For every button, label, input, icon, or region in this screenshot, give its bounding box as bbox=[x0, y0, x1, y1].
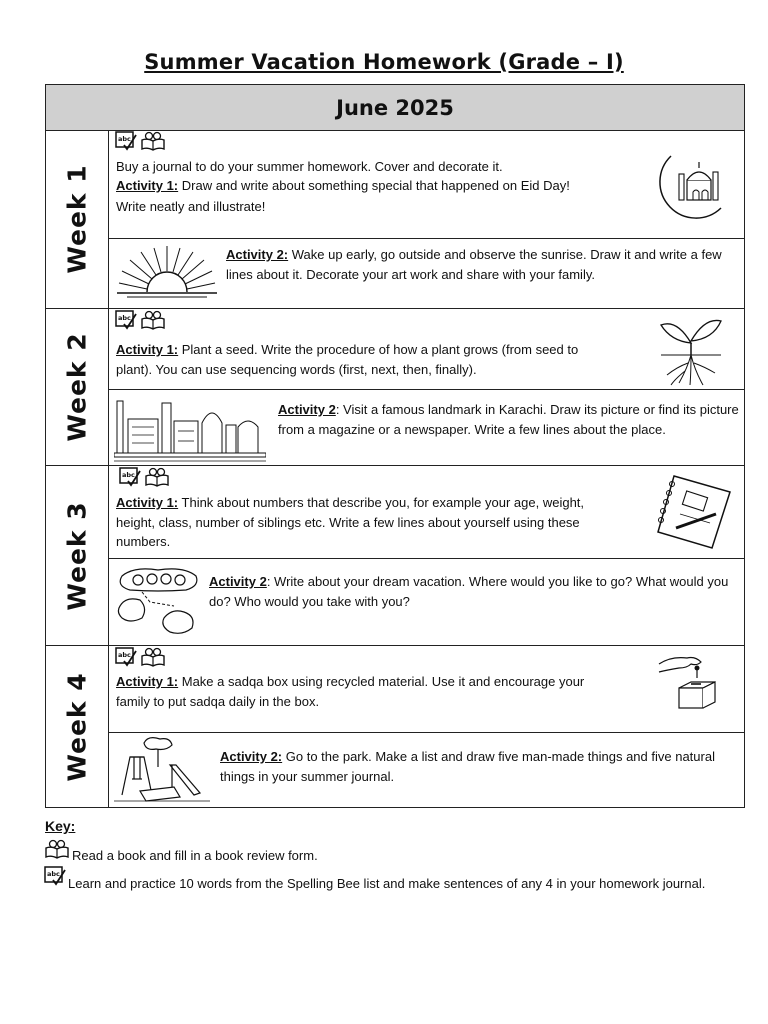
week-2-label: Week 2 bbox=[46, 309, 109, 465]
week-2-row bbox=[46, 309, 744, 466]
week-4-label: Week 4 bbox=[46, 646, 109, 807]
homework-table bbox=[45, 84, 745, 808]
key-spelling-text: Learn and practice 10 words from the Spelling Bee list and make sentences of any 4 in your homework journal. bbox=[68, 876, 706, 891]
week-1-icons bbox=[115, 131, 166, 151]
week-1-row bbox=[46, 130, 744, 309]
week-1-activity-2-text: Activity 2: Wake up early, go outside and observe the sunrise. Draw it and write a few lines about it. Decorate your art work and share with your family. bbox=[226, 247, 722, 282]
week-1-intro: Buy a journal to do your summer homework. Cover and decorate it. bbox=[116, 159, 503, 174]
notebook-icon bbox=[654, 470, 734, 552]
book-reading-icon bbox=[44, 839, 70, 859]
week-4-icons bbox=[115, 647, 166, 667]
key-book-text: Read a book and fill in a book review form. bbox=[72, 848, 318, 863]
key-heading: Key: bbox=[45, 818, 76, 834]
week-2-activity-2 bbox=[109, 389, 744, 465]
spelling-abc-icon bbox=[115, 647, 137, 667]
book-reading-icon bbox=[140, 131, 166, 151]
month-header: June 2025 bbox=[46, 85, 744, 131]
week-4-row bbox=[46, 646, 744, 807]
spelling-abc-icon bbox=[115, 310, 137, 330]
spelling-abc-icon bbox=[44, 866, 66, 886]
moon-mosque-icon bbox=[649, 150, 729, 228]
week-3-icons bbox=[119, 467, 170, 487]
week-4-activity-1-text: Activity 1: Make a sadqa box using recycled material. Use it and encourage your family to put sadqa daily in the box. bbox=[116, 674, 585, 709]
page-title: Summer Vacation Homework (Grade – I) bbox=[144, 50, 624, 74]
book-reading-icon bbox=[140, 647, 166, 667]
vacation-map-icon bbox=[114, 562, 202, 638]
week-4-activity-1 bbox=[109, 646, 744, 733]
week-4-activity-2-text: Activity 2: Go to the park. Make a list and draw five man-made things and five natural things in your summer journal. bbox=[220, 749, 715, 784]
week-3-activity-2 bbox=[109, 558, 744, 645]
karachi-skyline-icon bbox=[114, 391, 266, 463]
week-3-activity-1 bbox=[109, 466, 744, 559]
week-2-icons bbox=[115, 310, 166, 330]
sunrise-icon bbox=[117, 244, 217, 299]
week-1-activity-1-text: Activity 1: Draw and write about something special that happened on Eid Day! bbox=[116, 178, 570, 193]
park-playground-icon bbox=[114, 735, 210, 805]
book-reading-icon bbox=[144, 467, 170, 487]
spelling-abc-icon bbox=[115, 131, 137, 151]
week-2-activity-2-text: Activity 2: Visit a famous landmark in Karachi. Draw its picture or find its picture from a magazine or a newspaper. Write a few lines about the place. bbox=[278, 402, 739, 437]
week-1-label: Week 1 bbox=[46, 130, 109, 308]
week-1-activity-2 bbox=[109, 238, 744, 308]
sadqa-box-icon bbox=[657, 654, 721, 712]
week-3-activity-2-text: Activity 2: Write about your dream vacation. Where would you like to go? What would you do? Who would you take with you? bbox=[209, 574, 729, 609]
book-reading-icon bbox=[140, 310, 166, 330]
week-1-activity-1-text2: Write neatly and illustrate! bbox=[116, 199, 266, 214]
week-3-label: Week 3 bbox=[46, 466, 109, 645]
spelling-abc-icon bbox=[119, 467, 141, 487]
week-3-row bbox=[46, 466, 744, 646]
week-1-activity-1 bbox=[109, 130, 744, 239]
week-3-activity-1-text: Activity 1: Think about numbers that describe you, for example your age, weight, height, class, number of siblings etc. Write a few lines about yourself using these numbers. bbox=[116, 495, 585, 549]
sprout-icon bbox=[657, 313, 725, 387]
week-2-activity-1 bbox=[109, 309, 744, 390]
week-4-activity-2 bbox=[109, 733, 744, 807]
week-2-activity-1-text: Activity 1: Plant a seed. Write the procedure of how a plant grows (from seed to plant). You can use sequencing words (first, next, then, finally). bbox=[116, 342, 579, 377]
